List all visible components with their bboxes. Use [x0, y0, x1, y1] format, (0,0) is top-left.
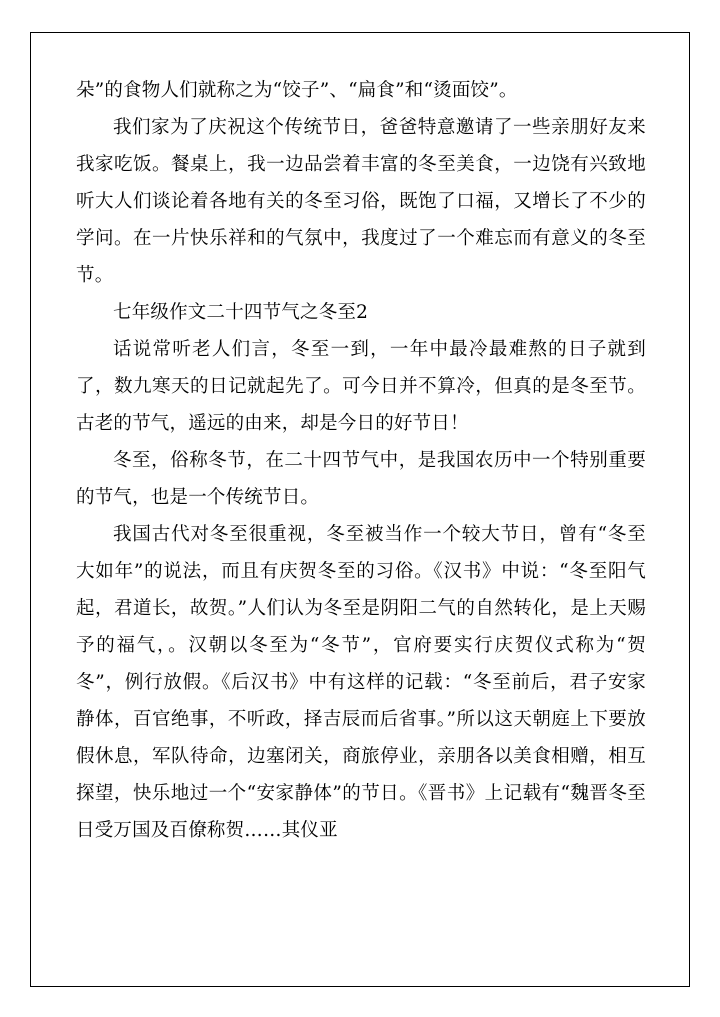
- paragraph: 话说常听老人们言，冬至一到，一年中最冷最难熬的日子就到了，数九寒天的日记就起先了。可今日并不算冷，但真的是冬至节。古老的节气，遥远的由来，却是今日的好节日！: [76, 339, 646, 434]
- document-body: [76, 72, 646, 849]
- paragraph: 冬至，俗称冬节，在二十四节气中，是我国农历中一个特别重要的节气，也是一个传统节日。: [76, 450, 646, 508]
- paragraph: 我国古代对冬至很重视，冬至被当作一个较大节日，曾有“冬至大如年”的说法，而且有庆贺冬至的习俗。《汉书》中说：“冬至阳气起，君道长，故贺。”人们认为冬至是阴阳二气的自然转化，是上天赐予的福气，。汉朝以冬至为“冬节”，官府要实行庆贺仪式称为“贺冬”，例行放假。《后汉书》中有这样的记载：“冬至前后，君子安家静体，百官绝事，不听政，择吉辰而后省事。”所以这天朝庭上下要放假休息，军队待命，边塞闭关，商旅停业，亲朋各以美食相赠，相互探望，快乐地过一个“安家静体”的节日。《晋书》上记载有“魏晋冬至日受万国及百僚称贺……其仪亚: [76, 524, 646, 841]
- section-heading: 七年级作文二十四节气之冬至2: [113, 302, 369, 323]
- paragraph: 朵”的食物人们就称之为“饺子”、“扁食”和“烫面饺”。: [76, 80, 518, 101]
- paragraph: 我们家为了庆祝这个传统节日，爸爸特意邀请了一些亲朋好友来我家吃饭。餐桌上，我一边品尝着丰富的冬至美食，一边饶有兴致地听大人们谈论着各地有关的冬至习俗，既饱了口福，又增长了不少的学问。在一片快乐祥和的气氛中，我度过了一个难忘而有意义的冬至节。: [76, 117, 646, 286]
